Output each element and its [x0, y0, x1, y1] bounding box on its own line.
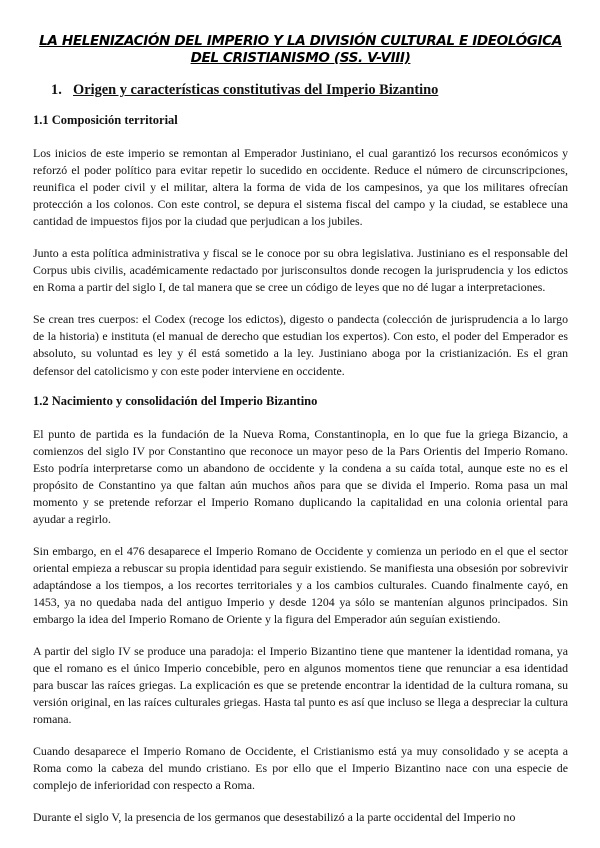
paragraph-truncated: Durante el siglo V, la presencia de los germanos que desestabilizó a la parte occidental del Imperio no	[33, 810, 516, 825]
subsection-heading-composicion: 1.1 Composición territorial	[33, 113, 178, 127]
paragraph: Sin embargo, en el 476 desaparece el Imperio Romano de Occidente y comienza un periodo en el que el sector oriental empieza a rebuscar su propia identidad para seguir existiendo. Se manifiesta una obsesión por sobrevivir adaptándose a los tiempos, a los recortes territoriales y a los cambios culturales. Cuando finalmente cayó, en 1453, ya no quedaba nada del antiguo Imperio y desde 1204 ya sólo se mantenían algunos principados. Sin embargo la idea del Imperio Romano de Oriente y la figura del Emperador aún seguían existiendo.	[33, 543, 568, 627]
paragraph: Se crean tres cuerpos: el Codex (recoge los edictos), digesto o pandecta (colección de jurisprudencia a lo largo de la historia) e instituta (el manual de derecho que estudian los expertos). Con esto, el poder del Emperador es absoluto, su voluntad es ley y él está sometido a la ley. Justiniano aboga por la cristianización. Es el gran defensor del catolicismo y con este poder interviene en occidente.	[33, 312, 568, 378]
section-title: Origen y características constitutivas del Imperio Bizantino	[73, 82, 439, 98]
paragraph: El punto de partida es la fundación de la Nueva Roma, Constantinopla, en lo que fue la griega Bizancio, a comienzos del siglo IV por Constantino que reconoce un mayor peso de la Pars Orientis del Imperio Romano. Esto podría interpretarse como un abandono de occidente y la condena a su caída total, aunque este no es el propósito de Constantino ya que faltan aún muchos años para que se divida el Imperio. Roma pasa un mal momento y se pretende reforzar el Imperio Romano duplicando la capitalidad en una colonia oriental para ayudar a regirlo.	[33, 426, 568, 526]
paragraph: Los inicios de este imperio se remontan al Emperador Justiniano, el cual garantizó los recursos económicos y reforzó el poder político para evitar repetir lo sucedido en occidente. Reduce el número de circunscripciones, reunifica el poder civil y el militar, altera la forma de vida de los campesinos, ya que los militares ofrecían protección a los colonos. Con este control, se depura el sistema fiscal del campo y la ciudad, se establece una cantidad de impuestos fijos por la ciudad que perjudican a los jubiles.	[33, 146, 568, 229]
paragraph: Cuando desaparece el Imperio Romano de Occidente, el Cristianismo está ya muy consolidado y se acepta a Roma como la cabeza del mundo cristiano. Es por ello que el Imperio Bizantino nace con una especie de complejo de inferioridad con respecto a Roma.	[33, 744, 568, 793]
document-title: LA HELENIZACIÓN DEL IMPERIO Y LA DIVISIÓN CULTURAL E IDEOLÓGICA DEL CRISTIANISMO (SS. V-VIII)	[39, 33, 562, 66]
paragraph: A partir del siglo IV se produce una paradoja: el Imperio Bizantino tiene que mantener la identidad romana, ya que el romano es el único Imperio concebible, pero en algunos momentos tiene que renunciar a esa identidad para buscar las raíces griegas. La explicación es que se pretende encontrar la identidad de la cultura romana, su versión original, en las raíces culturales griegas. Hasta tal punto es así que incluso se llega a despreciar la cultura romana.	[33, 644, 568, 727]
section-heading	[51, 81, 568, 99]
section-number: 1.	[51, 82, 62, 98]
subsection-heading-nacimiento: 1.2 Nacimiento y consolidación del Imperio Bizantino	[33, 393, 318, 408]
paragraph: Junto a esta política administrativa y fiscal se le conoce por su obra legislativa. Justiniano es el responsable del Corpus ubis civilis, académicamente redactado por jurisconsultos donde recogen la jurisprudencia y los edictos en Roma a partir del siglo I, de tal manera que se cree un código de leyes que no dé lugar a interpretaciones.	[33, 246, 568, 295]
